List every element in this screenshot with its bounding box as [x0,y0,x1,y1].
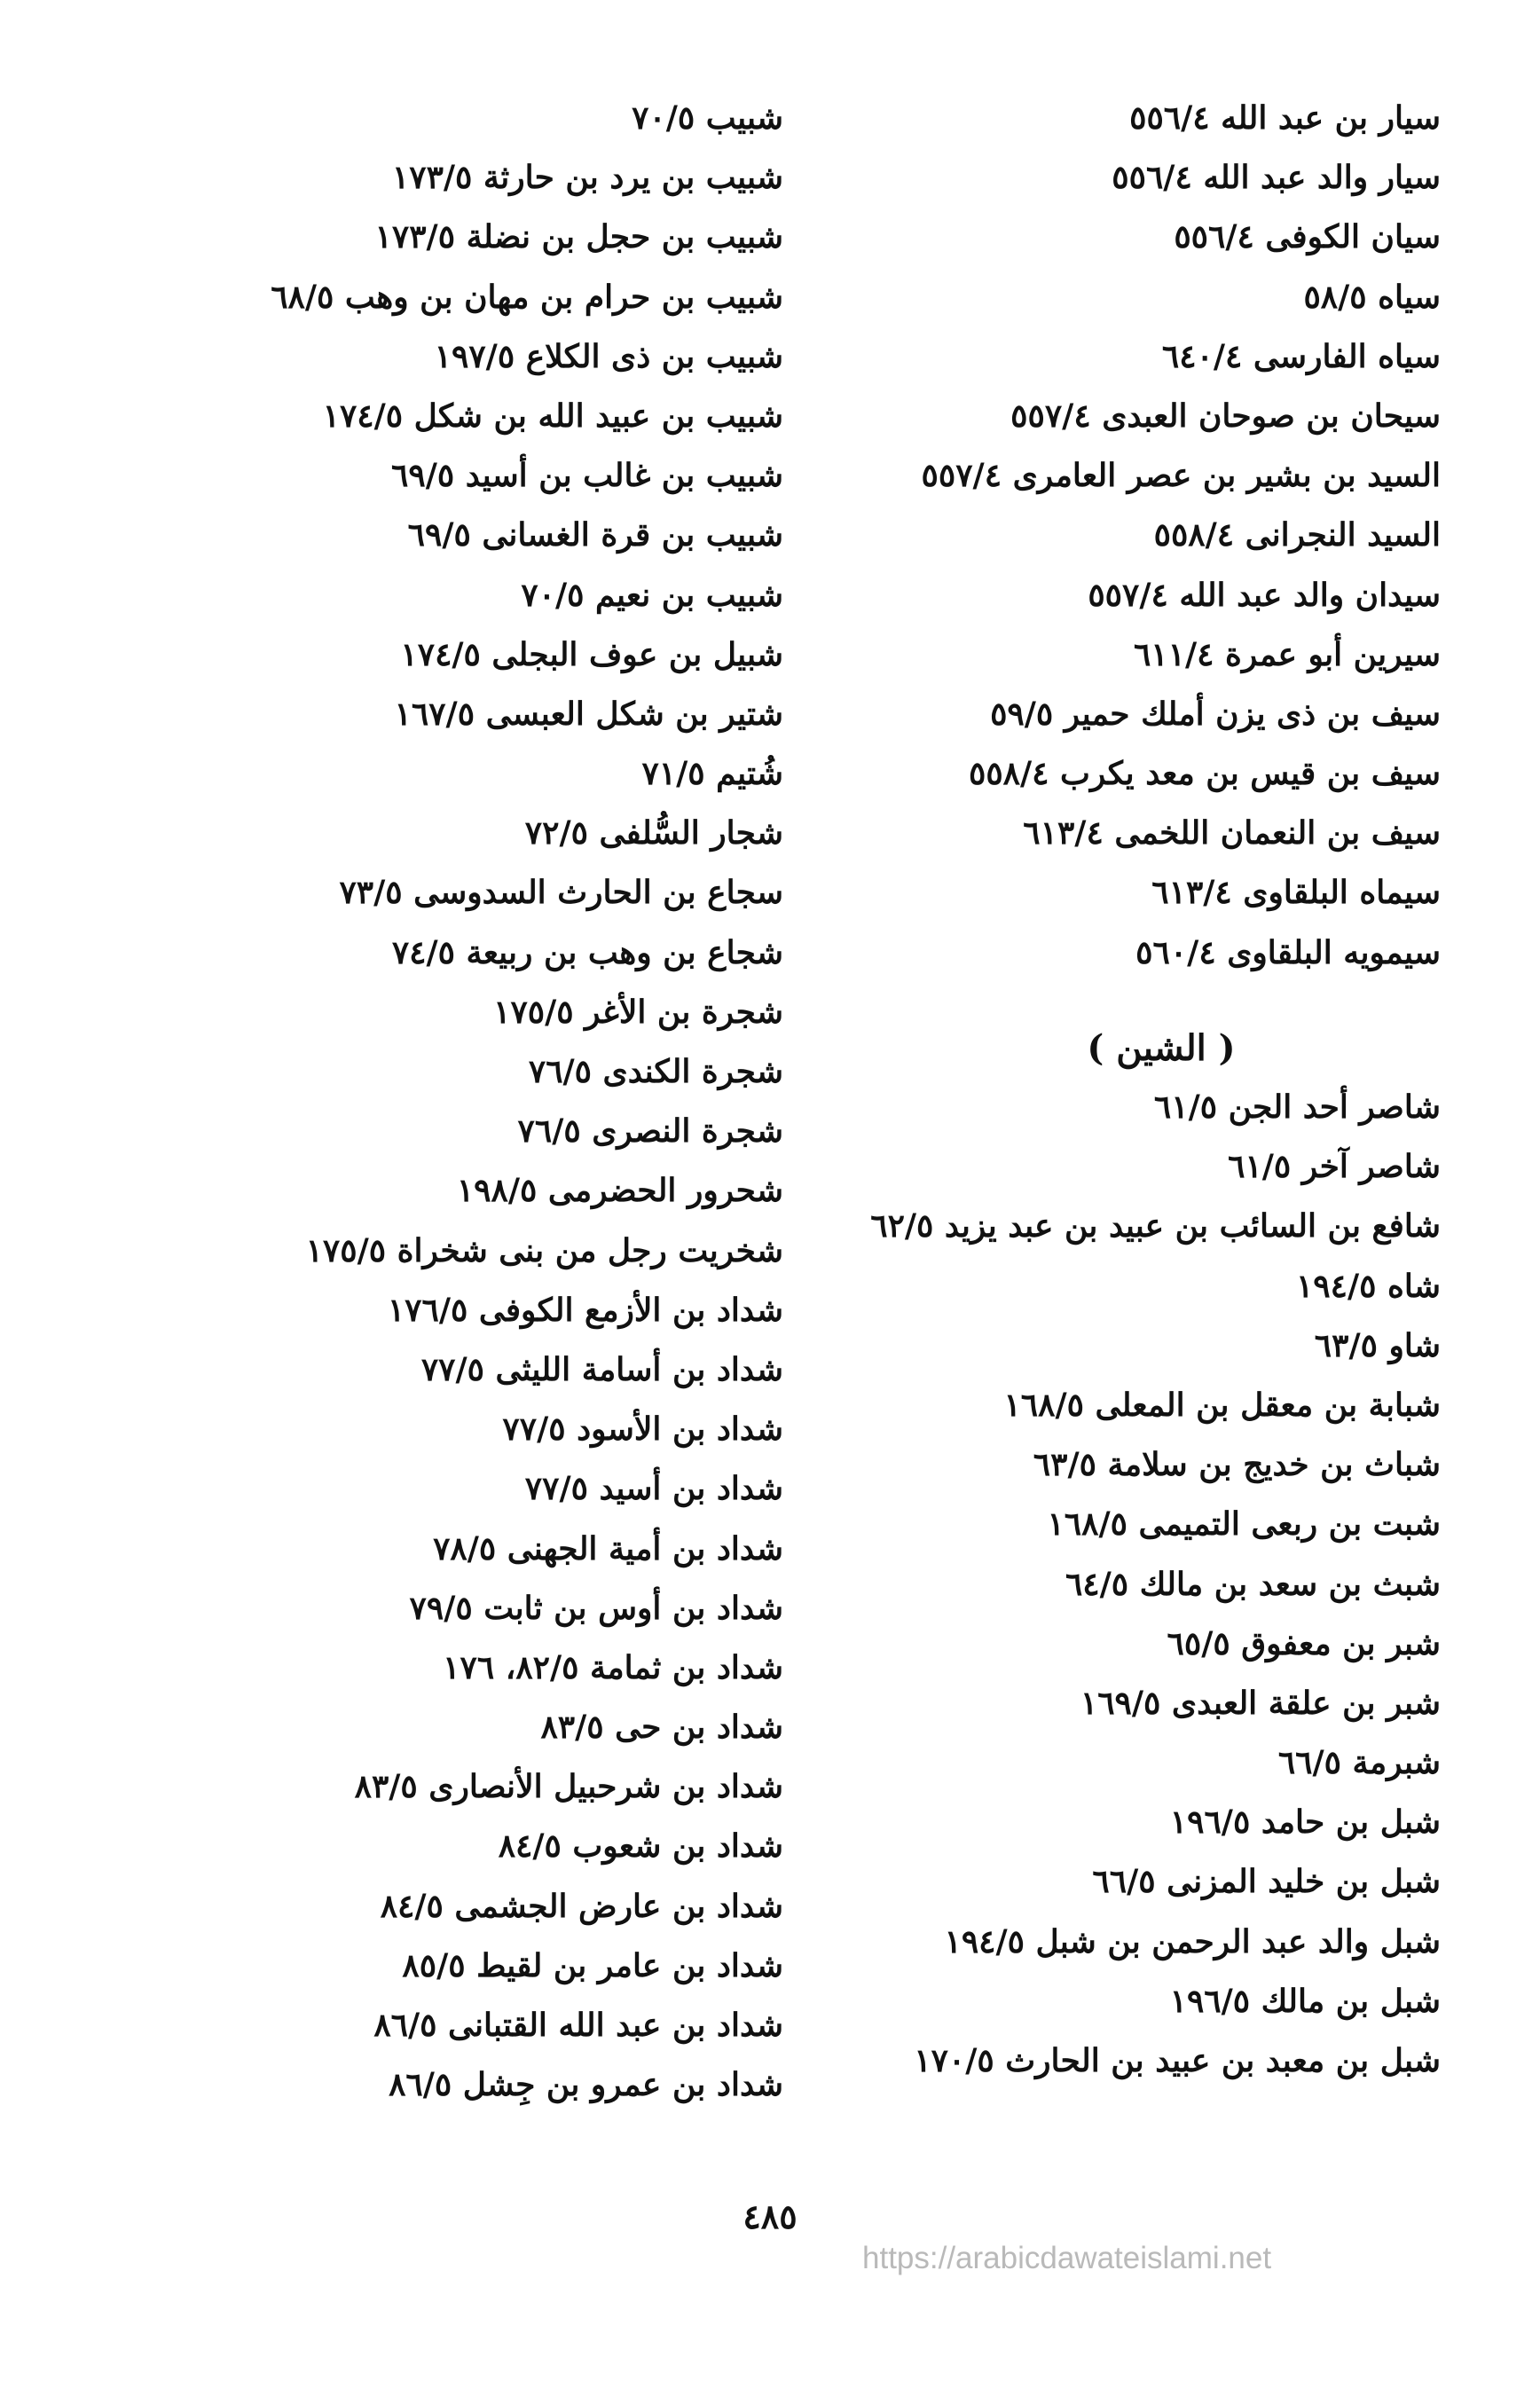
index-entry: شبيب ٧٠/٥ [632,99,783,137]
index-entry: سيدان والد عبد الله ٥٥٧/٤ [1088,576,1441,614]
index-entry: شحرور الحضرمى ١٩٨/٥ [456,1172,783,1210]
index-entry: شداد بن أوس بن ثابت ٧٩/٥ [409,1589,783,1627]
index-entry: شجار السُّلفى ٧٢/٥ [524,814,783,852]
index-entry: سيماه البلقاوى ٦١٣/٤ [1151,874,1441,912]
index-entry: سيف بن ذى يزن أملك حمير ٥٩/٥ [990,695,1441,733]
index-entry: شافع بن السائب بن عبيد بن عبد يزيد ٦٢/٥ [870,1207,1441,1245]
index-entry: السيد بن بشير بن عصر العامرى ٥٥٧/٤ [921,457,1441,495]
index-entry: شداد بن عامر بن لقيط ٨٥/٥ [402,1946,783,1984]
index-entry: شبيب بن حرام بن مهان بن وهب ٦٨/٥ [271,278,783,316]
index-entry: شبيب بن قرة الغسانى ٦٩/٥ [407,516,783,554]
index-entry: شبيب بن عبيد الله بن شكل ١٧٤/٥ [322,397,783,435]
index-entry: شبيب بن ذى الكلاع ١٩٧/٥ [434,337,783,375]
index-entry: شاصر أحد الجن ٦١/٥ [1153,1088,1441,1126]
index-entry: شبل بن خليد المزنى ٦٦/٥ [1092,1863,1441,1901]
index-entry: سيار والد عبد الله ٥٥٦/٤ [1112,159,1441,197]
index-entry: شداد بن عبد الله القتبانى ٨٦/٥ [373,2007,783,2044]
index-entry: شبل والد عبد الرحمن بن شبل ١٩٤/٥ [944,1922,1441,1960]
index-entry: السيد النجرانى ٥٥٨/٤ [1153,516,1441,554]
index-entry: شبل بن معبد بن عبيد بن الحارث ١٧٠/٥ [914,2042,1441,2079]
index-entry: سيان الكوفى ٥٥٦/٤ [1174,218,1441,256]
index-entry: سيار بن عبد الله ٥٥٦/٤ [1129,99,1441,137]
index-entry: شجرة الكندى ٧٦/٥ [528,1053,783,1090]
index-entry: شداد بن الأسود ٧٧/٥ [502,1410,783,1449]
index-entry: شبرمة ٦٦/٥ [1277,1744,1441,1782]
index-entry: شتير بن شكل العبسى ١٦٧/٥ [394,695,783,733]
index-entry: سيمويه البلقاوى ٥٦٠/٤ [1135,933,1441,971]
index-entry: سيف بن النعمان اللخمى ٦١٣/٤ [1023,814,1441,852]
index-entry: سيف بن قيس بن معد يكرب ٥٥٨/٤ [968,755,1441,793]
index-column-right [802,89,1441,2091]
index-entry: شبيل بن عوف البجلى ١٧٤/٥ [400,635,783,673]
index-entry: شباث بن خديج بن سلامة ٦٣/٥ [1033,1446,1441,1484]
index-entry: شبل بن حامد ١٩٦/٥ [1169,1803,1441,1842]
index-entry: شاو ٦٣/٥ [1314,1326,1441,1364]
index-entry: شداد بن الأزمع الكوفى ١٧٦/٥ [387,1291,783,1329]
index-entry: شاصر آخر ٦١/٥ [1228,1148,1441,1186]
index-entry: شبر بن علقة العبدى ١٦٩/٥ [1080,1684,1441,1722]
index-entry: شداد بن ثمامة ٨٢/٥، ١٧٦ [443,1648,783,1686]
index-entry: شبيب بن غالب بن أسيد ٦٩/٥ [391,457,783,495]
index-entry: شبابة بن معقل بن المعلى ١٦٨/٥ [1003,1386,1441,1424]
section-spacer [802,983,1441,1018]
index-entry: شبيب بن نعيم ٧٠/٥ [521,576,783,614]
index-entry: سياه ٥٨/٥ [1303,278,1441,316]
index-entry: شداد بن أمية الجهنى ٧٨/٥ [433,1529,783,1567]
index-entry: سيحان بن صوحان العبدى ٥٥٧/٤ [1010,397,1441,435]
index-entry: شداد بن عارض الجشمى ٨٤/٥ [380,1887,783,1925]
index-entry: شداد بن شعوب ٨٤/٥ [498,1827,783,1866]
index-entry: سجاع بن الحارث السدوسى ٧٣/٥ [339,874,783,912]
index-entry: شبر بن معفوق ٦٥/٥ [1167,1624,1441,1662]
index-entry: شجاع بن وهب بن ربيعة ٧٤/٥ [391,933,783,971]
index-column-left [271,89,783,2115]
index-entry: شجرة النصرى ٧٦/٥ [517,1112,783,1151]
index-entry: شبيب بن حجل بن نضلة ١٧٣/٥ [374,218,783,256]
index-entry: شُتيم ٧١/٥ [641,755,783,793]
index-entry: شداد بن عمرو بن جِشل ٨٦/٥ [389,2066,783,2104]
index-entry: شبت بن ربعى التميمى ١٦٨/٥ [1047,1505,1441,1544]
section-heading: ( الشين ) [1087,1026,1236,1069]
index-entry: شداد بن حى ٨٣/٥ [540,1709,783,1747]
index-entry: شخريت رجل من بنى شخراة ١٧٥/٥ [305,1231,783,1269]
index-entry: شداد بن شرحبيل الأنصارى ٨٣/٥ [354,1768,783,1806]
watermark-url: https://arabicdawateislami.net [862,2241,1272,2275]
index-entry: شاه ١٩٤/٥ [1295,1267,1441,1305]
index-entry: شجرة بن الأغر ١٧٥/٥ [493,993,783,1031]
page-number: ٤٨٥ [742,2196,798,2236]
index-entry: شداد بن أسيد ٧٧/٥ [524,1470,783,1508]
index-entry: سيرين أبو عمرة ٦١١/٤ [1133,635,1441,673]
index-entry: شداد بن أسامة الليثى ٧٧/٥ [420,1350,783,1388]
index-entry: شبيب بن يرد بن حارثة ١٧٣/٥ [391,159,783,197]
index-entry: شبل بن مالك ١٩٦/٥ [1169,1982,1441,2020]
index-entry: سياه الفارسى ٦٤٠/٤ [1161,337,1441,375]
index-entry: شبث بن سعد بن مالك ٦٤/٥ [1065,1565,1441,1603]
